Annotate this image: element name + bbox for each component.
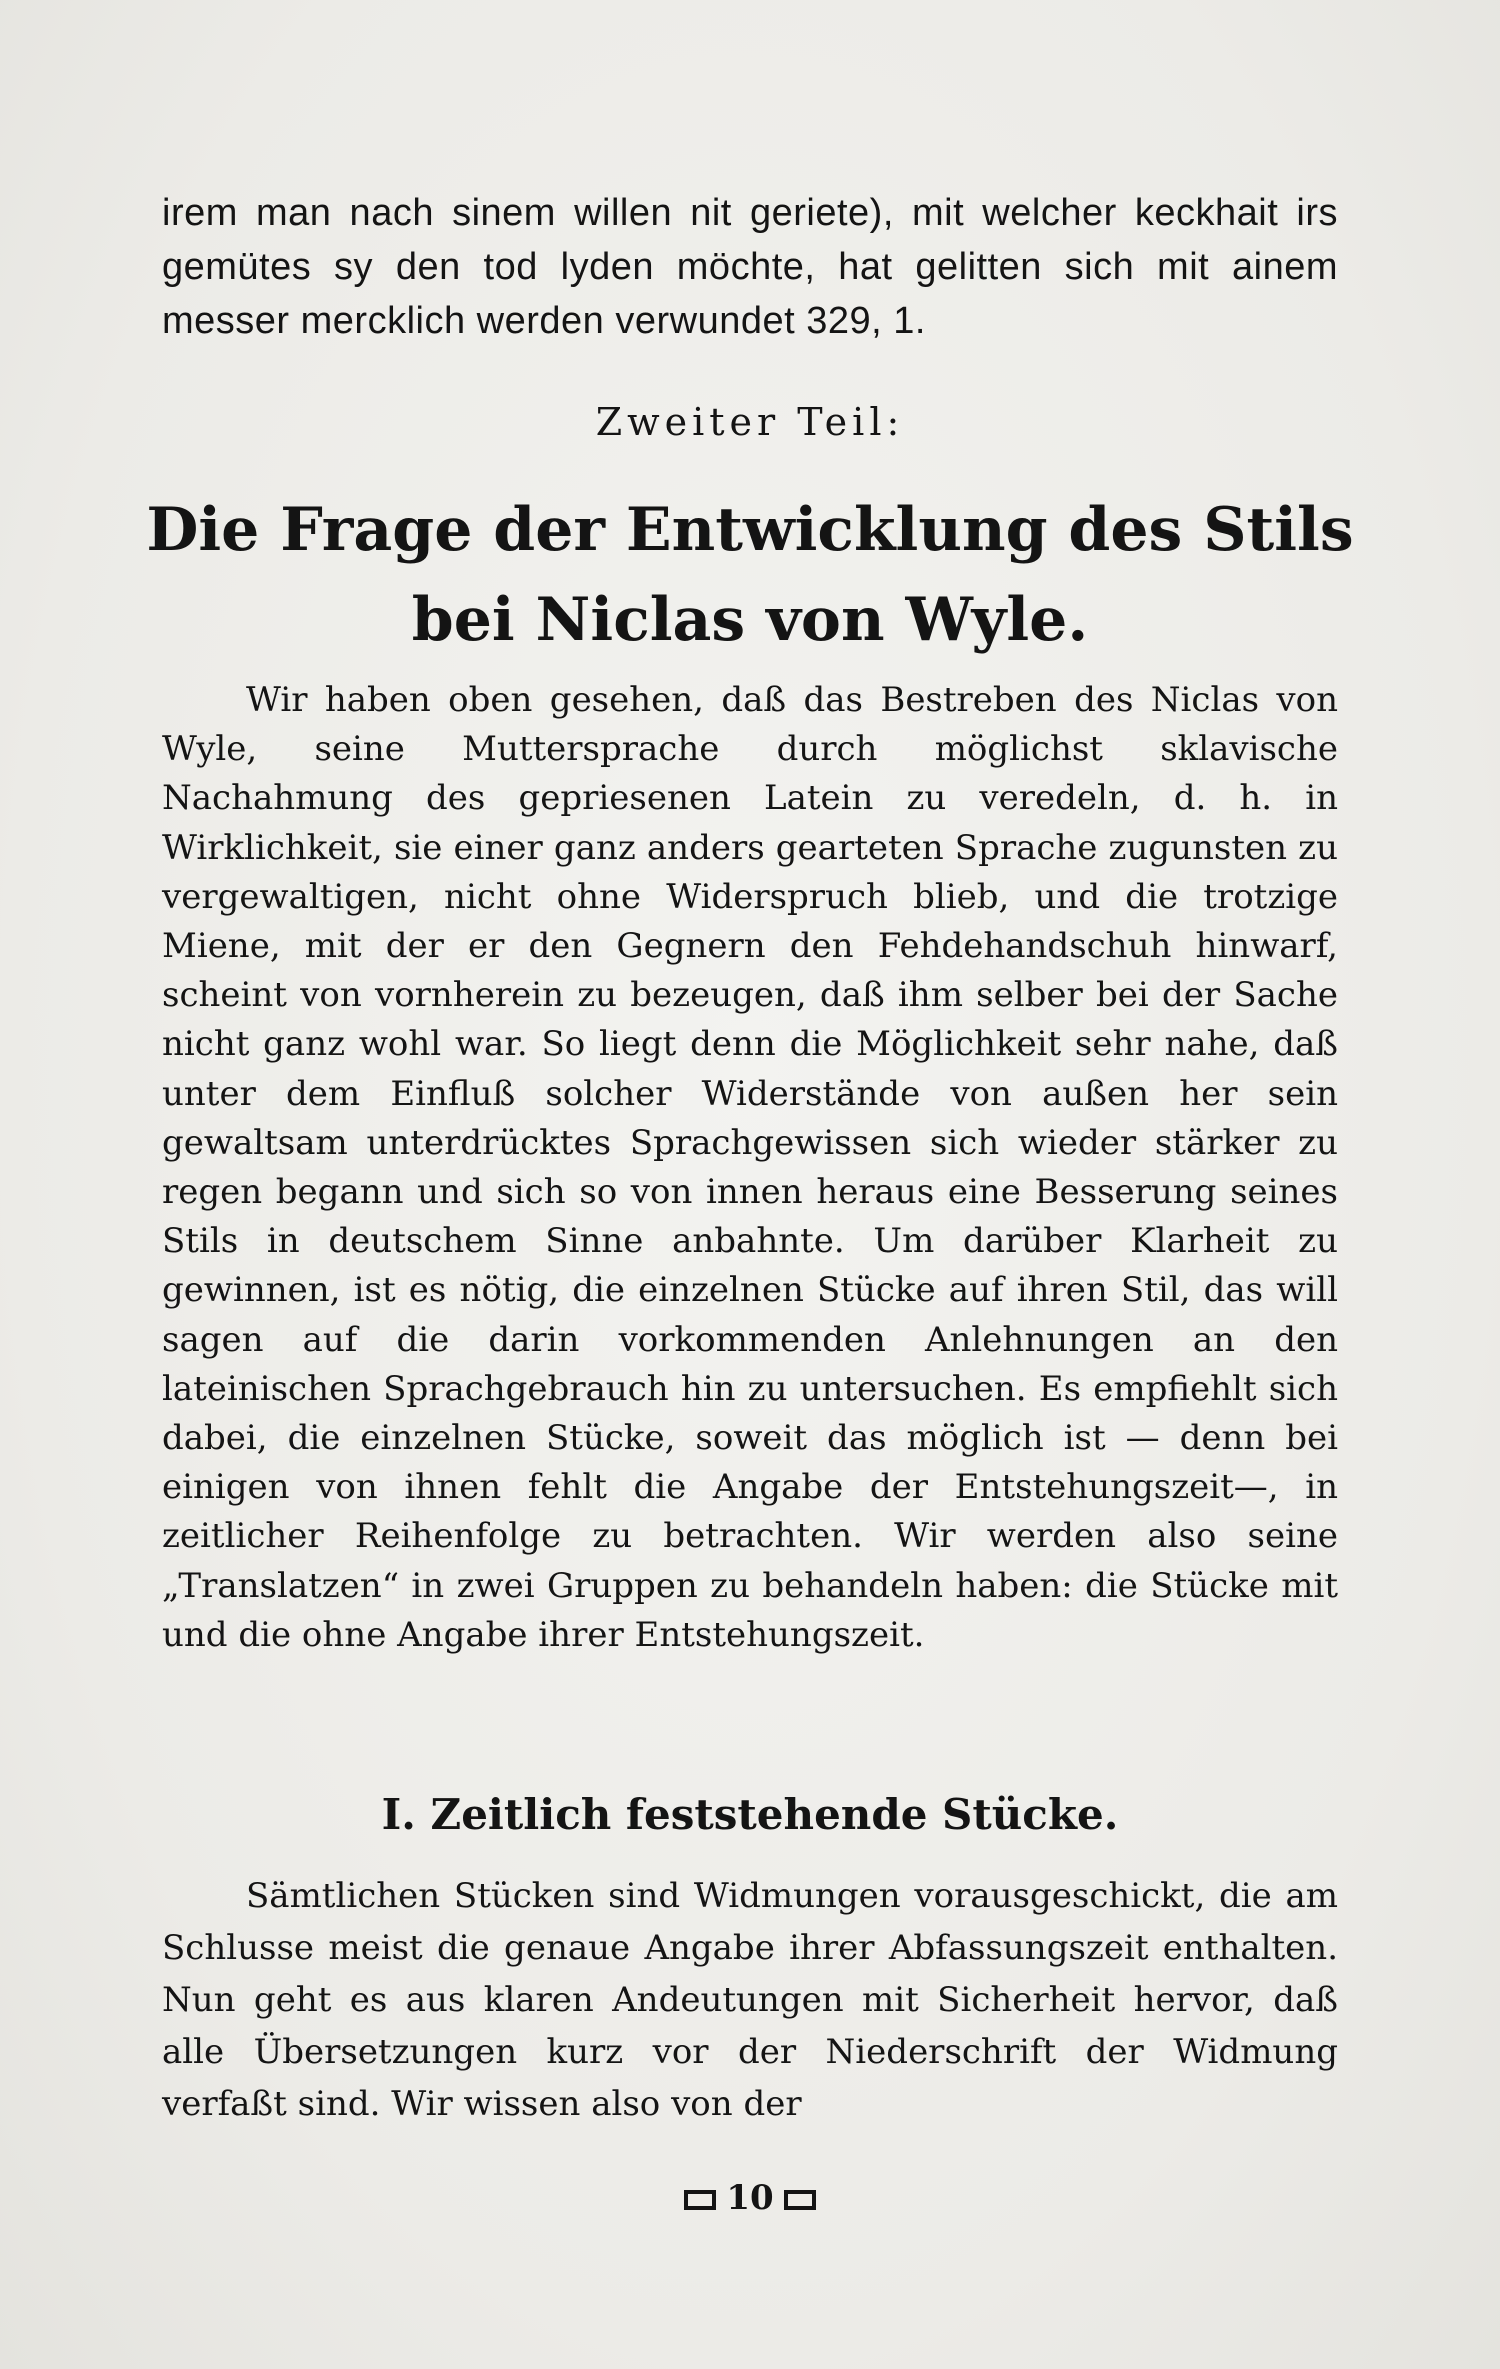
body-paragraph-1	[162, 676, 1338, 1660]
ornament-box-left-icon	[684, 2190, 716, 2210]
chapter-title-line-1: Die Frage der Entwicklung des Stils	[146, 495, 1354, 565]
ornament-box-right-icon	[784, 2190, 816, 2210]
body-paragraph-2	[162, 1870, 1338, 2130]
paragraph-2-text: Sämtlichen Stücken sind Widmungen vorausgeschickt, die am Schlusse meist die genaue Angabe ihrer Abfassungszeit enthalten. Nun geht es aus klaren Andeutungen mit Sicherheit hervor, daß alle Übersetzungen kurz vor der Niederschrift der Widmung verfaßt sind. Wir wissen also von der	[162, 1876, 1338, 2124]
intro-text: irem man nach sinem willen nit geriete), mit welcher keckhait irs gemütes sy den tod lyden möchte, hat gelitten sich mit ainem messer mercklich werden verwundet 329, 1.	[162, 192, 1338, 342]
chapter-title	[0, 485, 1500, 665]
paragraph-1-text: Wir haben oben gesehen, daß das Bestreben des Niclas von Wyle, seine Muttersprache durch möglichst sklavische Nachahmung des gepriesenen Latein zu veredeln, d. h. in Wirklichkeit, sie einer ganz anders gearteten Sprache zugunsten zu vergewaltigen, nicht ohne Widerspruch blieb, und die trotzige Miene, mit der er den Gegnern den Fehdehandschuh hinwarf, scheint von vornherein zu bezeugen, daß ihm selber bei der Sache nicht ganz wohl war. So liegt denn die Möglichkeit sehr nahe, daß unter dem Einfluß solcher Widerstände von außen her sein gewaltsam unterdrücktes Sprachgewissen sich wieder stärker zu regen begann und sich so von innen heraus eine Besserung seines Stils in deutschem Sinne anbahnte. Um darüber Klarheit zu gewinnen, ist es nötig, die einzelnen Stücke auf ihren Stil, das will sagen auf die darin vorkommenden Anlehnungen an den lateinischen Sprachgebrauch hin zu untersuchen. Es empfiehlt sich dabei, die einzelnen Stücke, soweit das möglich ist — denn bei einigen von ihnen fehlt die Angabe der Entstehungszeit—, in zeitlicher Reihenfolge zu betrachten. Wir werden also seine „Translatzen“ in zwei Gruppen zu behandeln haben: die Stücke mit und die ohne Angabe ihrer Entstehungszeit.	[162, 680, 1338, 1655]
page-number: 10	[726, 2178, 774, 2218]
chapter-title-line-2: bei Niclas von Wyle.	[411, 585, 1089, 655]
part-label: Zweiter Teil:	[595, 400, 905, 444]
section-heading: I. Zeitlich feststehende Stücke.	[381, 1790, 1119, 1839]
intro-paragraph	[162, 186, 1338, 348]
page-footer	[0, 2178, 1500, 2218]
